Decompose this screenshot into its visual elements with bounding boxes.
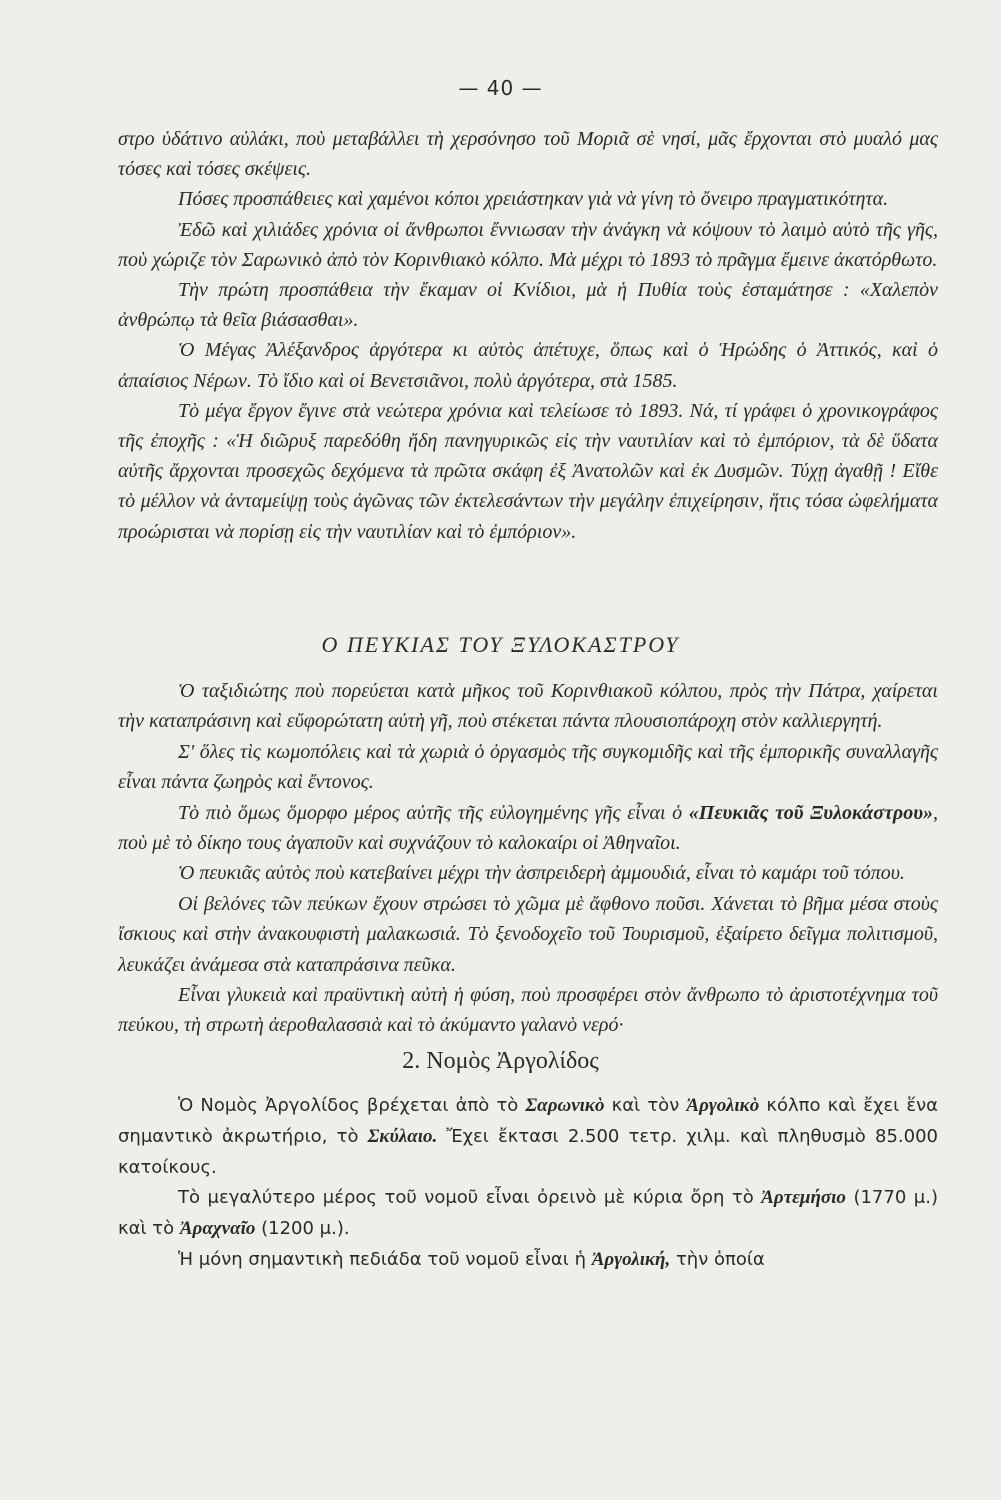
text-run: Ἔχει ἔκτασι 2.500 τετρ. χιλμ. καὶ πληθυσμὸ 85.000 κατοίκους.	[118, 1125, 938, 1178]
text-run: Τὸ μεγαλύτερο μέρος τοῦ νομοῦ εἶναι ὀρεινὸ μὲ κύρια ὄρη τὸ	[178, 1187, 762, 1209]
paragraph	[118, 798, 938, 859]
text-run: Τὸ πιὸ ὅμως ὅμορφο μέρος αὐτῆς τῆς εὐλογημένης γῆς εἶναι ὁ	[178, 801, 689, 824]
chapter-heading: 2. Νομὸς Ἀργολίδος	[402, 1048, 599, 1074]
text-run: (1770 μ.) καὶ τὸ	[118, 1187, 938, 1240]
paragraph: Ὁ Μέγας Ἀλέξανδρος ἀργότερα κι αὐτὸς ἀπέτυχε, ὅπως καὶ ὁ Ἡρώδης ὁ Ἀττικός, καὶ ὁ ἀπαίσιος Νέρων. Τὸ ἴδιο καὶ οἱ Βενετσιᾶνοι, πολὺ ἀργότερα, στὰ 1585.	[118, 339, 938, 392]
paragraph: Ὁ πευκιᾶς αὐτὸς ποὺ κατεβαίνει μέχρι τὴν ἀσπρειδερὴ ἀμμουδιά, εἶναι τὸ καμάρι τοῦ τόπου.	[178, 862, 905, 885]
place-name: Ἀρτεμήσιο	[761, 1187, 846, 1209]
emphasis: «Πευκιᾶς τοῦ Ξυλοκάστρου»	[688, 801, 933, 824]
place-name: Σκύλαιο.	[367, 1125, 438, 1147]
paragraph: στρο ὑδάτινο αὐλάκι, ποὺ μεταβάλλει τὴ χερσόνησο τοῦ Μοριᾶ σὲ νησί, μᾶς ἔρχονται στὸ μυαλό μας τόσες καὶ τόσες σκέψεις.	[118, 128, 938, 181]
paragraph	[118, 1245, 938, 1276]
paragraph	[118, 1091, 938, 1183]
text-run: κόλπο καὶ ἔχει ἕνα σημαντικὸ ἀκρωτήριο, τὸ	[118, 1095, 939, 1147]
xylokastro-section	[118, 676, 938, 1041]
paragraph	[118, 1183, 938, 1245]
text-run: Ἡ μόνη σημαντικὴ πεδιάδα τοῦ νομοῦ εἶναι ἡ	[178, 1248, 592, 1270]
paragraph: Τὴν πρώτη προσπάθεια τὴν ἔκαμαν οἱ Κνίδιοι, μὰ ἡ Πυθία τοὺς ἐσταμάτησε : «Χαλεπὸν ἀνθρώπῳ τὰ θεῖα βιάσασθαι».	[118, 279, 938, 332]
text-run: τὴν ὁποία	[670, 1248, 765, 1270]
argolida-section	[118, 1091, 938, 1276]
place-name: Ἀργολικὸ	[686, 1095, 760, 1116]
text-run: καὶ τὸν	[604, 1095, 687, 1116]
place-name: Ἀραχναῖο	[179, 1218, 256, 1240]
paragraph: Οἱ βελόνες τῶν πεύκων ἔχουν στρώσει τὸ χῶμα μὲ ἄφθονο ποῦσι. Χάνεται τὸ βῆμα μέσα στοὺς ἴσκιους καὶ στὴν ἀνακουφιστὴ μαλακωσιά. Τὸ ξενοδοχεῖο τοῦ Τουρισμοῦ, ἐξαίρετο δεῖγμα πολιτισμοῦ, λευκάζει ἀνάμεσα στὰ καταπράσινα πεῦκα.	[118, 892, 938, 976]
place-name: Ἀργολική,	[591, 1248, 671, 1270]
section-heading: Ο ΠΕΥΚΙΑΣ ΤΟΥ ΞΥΛΟΚΑΣΤΡΟΥ	[321, 632, 680, 657]
paragraph: Πόσες προσπάθειες καὶ χαμένοι κόποι χρειάστηκαν γιὰ νὰ γίνη τὸ ὄνειρο πραγματικότητα.	[178, 188, 889, 211]
text-run: Ὁ Νομὸς Ἀργολίδος βρέχεται ἀπὸ τὸ	[178, 1095, 526, 1116]
canal-history-section	[118, 124, 938, 547]
paragraph: Σ' ὅλες τὶς κωμοπόλεις καὶ τὰ χωριὰ ὁ ὀργασμὸς τῆς συγκομιδῆς καὶ τῆς ἐμπορικῆς συναλλαγῆς εἶναι πάντα ζωηρὸς καὶ ἔντονος.	[118, 740, 938, 794]
text-run: , ποὺ μὲ τὸ δίκηο τους ἀγαποῦν καὶ συχνάζουν τὸ καλοκαίρι οἱ Ἀθηναῖοι.	[118, 801, 938, 855]
page-number: — 40 —	[458, 76, 543, 100]
text-run: (1200 μ.).	[255, 1218, 350, 1240]
paragraph: Εἶναι γλυκειὰ καὶ πραϋντικὴ αὐτὴ ἡ φύση, ποὺ προσφέρει στὸν ἄνθρωπο τὸ ἀριστοτέχνημα τοῦ πεύκου, τὴ στρωτὴ ἀεροθαλασσιὰ καὶ τὸ ἀκύμαντο γαλανὸ νερό·	[118, 984, 938, 1037]
paragraph: Ἐδῶ καὶ χιλιάδες χρόνια οἱ ἄνθρωποι ἔννιωσαν τὴν ἀνάγκη νὰ κόψουν τὸ λαιμὸ αὐτὸ τῆς γῆς, ποὺ χώριζε τὸν Σαρωνικὸ ἀπὸ τὸν Κορινθιακὸ κόλπο. Μὰ μέχρι τὸ 1893 τὸ πρᾶγμα ἔμεινε ἀκατόρθωτο.	[118, 218, 938, 271]
paragraph: Ὁ ταξιδιώτης ποὺ πορεύεται κατὰ μῆκος τοῦ Κορινθιακοῦ κόλπου, πρὸς τὴν Πάτρα, χαίρεται τὴν καταπράσινη καὶ εὔφορώτατη αὐτὴ γῆ, ποὺ στέκεται πάντα πλουσιοπάροχη στὸν καλλιεργητή.	[118, 680, 938, 733]
paragraph: Τὸ μέγα ἔργον ἔγινε στὰ νεώτερα χρόνια καὶ τελείωσε τὸ 1893. Νά, τί γράφει ὁ χρονικογράφος τῆς ἐποχῆς : «Ἡ διῶρυξ παρεδόθη ἤδη πανηγυρικῶς εἰς τὴν ναυτιλίαν καὶ τὸ ἐμπόριον, τὰ δὲ ὕδατα αὐτῆς ἄρχονται προσεχῶς δεχόμενα τὰ πρῶτα σκάφη ἐξ Ἀνατολῶν καὶ ἐκ Δυσμῶν. Τύχῃ ἀγαθῇ ! Εἴθε τὸ μέλλον νὰ ἀνταμείψῃ τοὺς ἀγῶνας τῶν ἐκτελεσάντων τὴν μεγάλην ἐπιχείρησιν, ἥτις τόσα ὠφελήματα προώρισται νὰ πορίσῃ εἰς τὴν ναυτιλίαν καὶ τὸ ἐμπόριον».	[118, 399, 938, 543]
place-name: Σαρωνικὸ	[525, 1095, 605, 1116]
